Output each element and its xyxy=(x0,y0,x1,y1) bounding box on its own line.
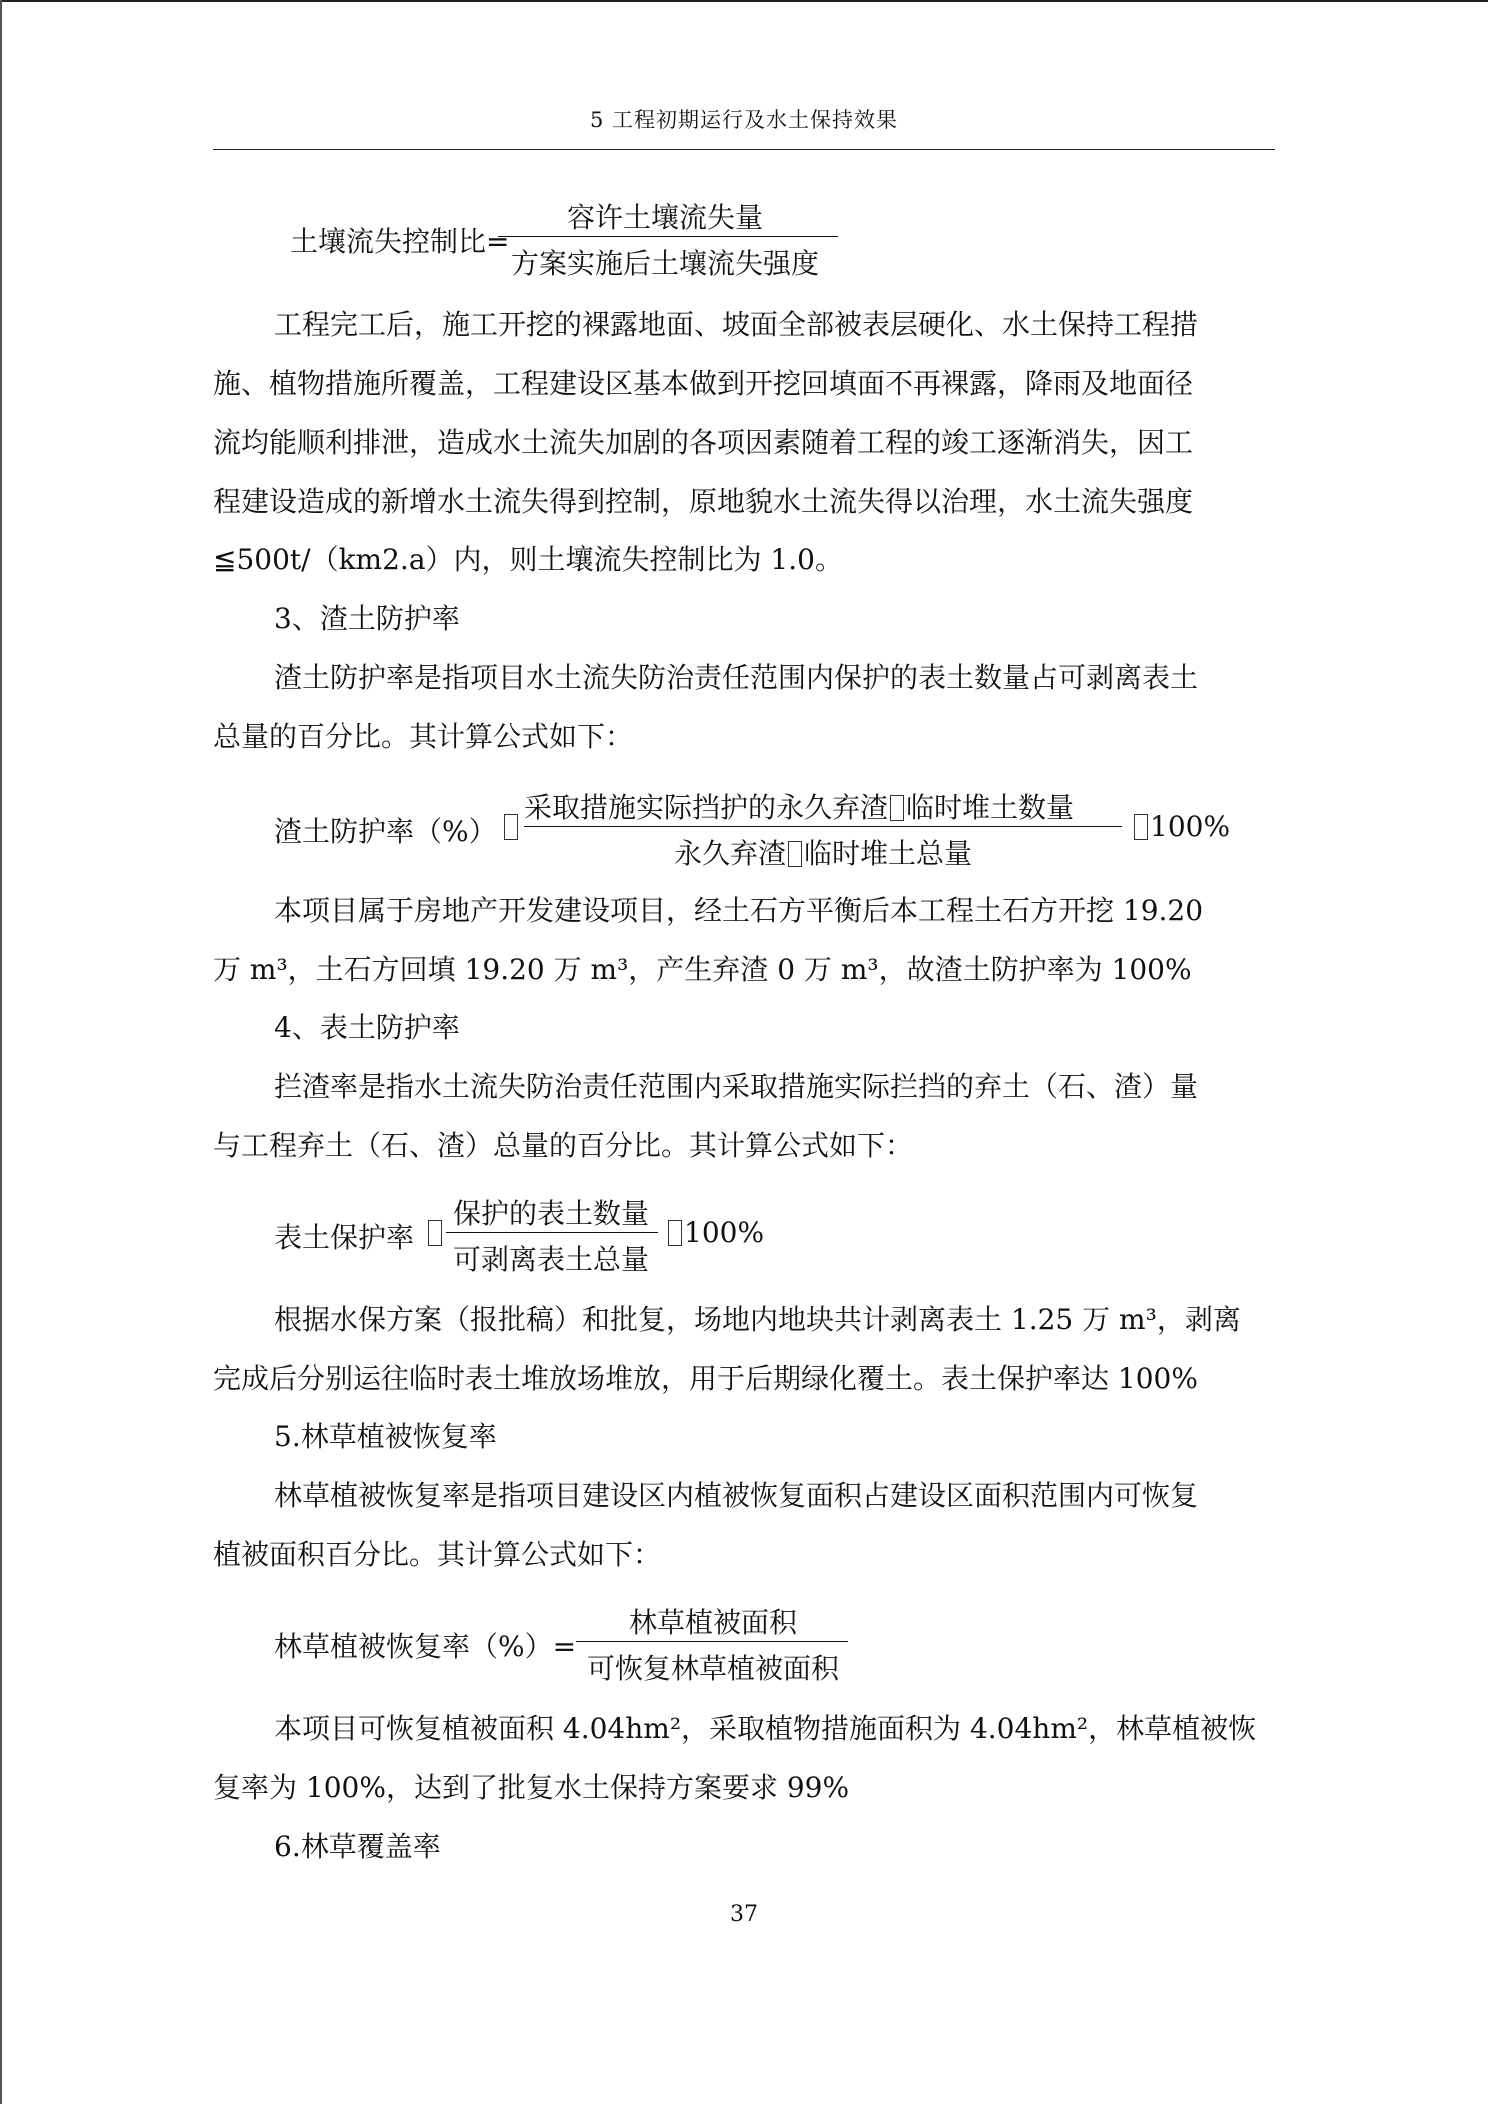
formula-soil-loss-control-ratio xyxy=(290,196,850,286)
formula-lhs: 林草植被恢复率（%）= xyxy=(274,1630,577,1663)
section-heading-4: 4、表土防护率 xyxy=(274,1011,460,1044)
paragraph-line: 完成后分别运往临时表土堆放场堆放，用于后期绿化覆土。表土保护率达 100% xyxy=(213,1362,1198,1395)
formula-numerator: 容许土壤流失量 xyxy=(566,201,763,234)
formula-numerator: 林草植被面积 xyxy=(628,1606,797,1639)
formula-denominator: 永久弃渣 临时堆土总量 xyxy=(673,837,973,870)
fraction-bar xyxy=(524,826,1122,827)
fraction-bar xyxy=(446,1232,658,1233)
paragraph-line: 工程完工后，施工开挖的裸露地面、坡面全部被表层硬化、水土保持工程措 xyxy=(274,308,1199,341)
paragraph-line: ≦500t/（km2.a）内，则土壤流失控制比为 1.0。 xyxy=(213,543,843,576)
formula-denominator: 可恢复林草植被面积 xyxy=(586,1652,839,1685)
paragraph-line: 复率为 100%，达到了批复水土保持方案要求 99% xyxy=(213,1771,850,1804)
paragraph-line: 本项目可恢复植被面积 4.04hm²，采取植物措施面积为 4.04hm²，林草植被恢 xyxy=(274,1712,1257,1745)
section-heading-3: 3、渣土防护率 xyxy=(274,602,460,635)
formula-topsoil-protection-rate xyxy=(274,1192,834,1282)
formula-lhs: 表土保护率 xyxy=(274,1221,415,1254)
missing-glyph-box xyxy=(668,1220,682,1246)
formula-numerator: 保护的表土数量 xyxy=(452,1197,649,1230)
page-number: 37 xyxy=(730,1902,758,1927)
formula-lhs: 土壤流失控制比= xyxy=(290,225,510,258)
paragraph-line: 拦渣率是指水土流失防治责任范围内采取措施实际拦挡的弃土（石、渣）量 xyxy=(274,1070,1199,1103)
fraction-bar xyxy=(498,236,838,237)
section-heading-6: 6.林草覆盖率 xyxy=(274,1830,441,1863)
paragraph-line: 万 m³，土石方回填 19.20 万 m³，产生弃渣 0 万 m³，故渣土防护率为 100% xyxy=(213,953,1192,986)
paragraph-line: 总量的百分比。其计算公式如下： xyxy=(213,720,634,753)
missing-glyph-box xyxy=(788,841,802,867)
formula-denominator: 可剥离表土总量 xyxy=(452,1243,649,1276)
fraction-bar xyxy=(576,1641,848,1642)
missing-glyph-box xyxy=(428,1220,442,1246)
formula-vegetation-restoration-rate xyxy=(274,1601,874,1691)
paragraph-line: 根据水保方案（报批稿）和批复，场地内地块共计剥离表土 1.25 万 m³，剥离 xyxy=(274,1303,1241,1336)
paragraph-line: 施、植物措施所覆盖，工程建设区基本做到开挖回填面不再裸露，降雨及地面径 xyxy=(213,367,1194,400)
paragraph-line: 程建设造成的新增水土流失得到控制，原地貌水土流失得以治理，水土流失强度 xyxy=(213,485,1194,518)
paragraph-line: 林草植被恢复率是指项目建设区内植被恢复面积占建设区面积范围内可恢复 xyxy=(274,1479,1199,1512)
missing-glyph-box xyxy=(890,795,904,821)
formula-residue-protection-rate xyxy=(274,786,1234,876)
formula-denominator: 方案实施后土壤流失强度 xyxy=(510,247,819,280)
formula-multiplier: 100% xyxy=(684,1216,765,1249)
formula-multiplier: 100% xyxy=(1150,810,1231,843)
missing-glyph-box xyxy=(1134,814,1148,840)
page-border-left xyxy=(0,0,2,2104)
formula-lhs: 渣土防护率（%） xyxy=(274,815,497,848)
paragraph-line: 与工程弃土（石、渣）总量的百分比。其计算公式如下： xyxy=(213,1129,914,1162)
paragraph-line: 流均能顺利排泄，造成水土流失加剧的各项因素随着工程的竣工逐渐消失，因工 xyxy=(213,426,1194,459)
page-border-top xyxy=(0,0,1488,2)
formula-numerator: 采取措施实际挡护的永久弃渣 临时堆土数量 xyxy=(524,791,1075,824)
paragraph-line: 渣土防护率是指项目水土流失防治责任范围内保护的表土数量占可剥离表土 xyxy=(274,661,1199,694)
missing-glyph-box xyxy=(504,814,518,840)
section-heading-5: 5.林草植被恢复率 xyxy=(274,1420,497,1453)
paragraph-line: 本项目属于房地产开发建设项目，经土石方平衡后本工程土石方开挖 19.20 xyxy=(274,894,1204,927)
paragraph-line: 植被面积百分比。其计算公式如下： xyxy=(213,1538,662,1571)
header-rule xyxy=(213,149,1275,150)
running-header: 5 工程初期运行及水土保持效果 xyxy=(589,108,899,132)
